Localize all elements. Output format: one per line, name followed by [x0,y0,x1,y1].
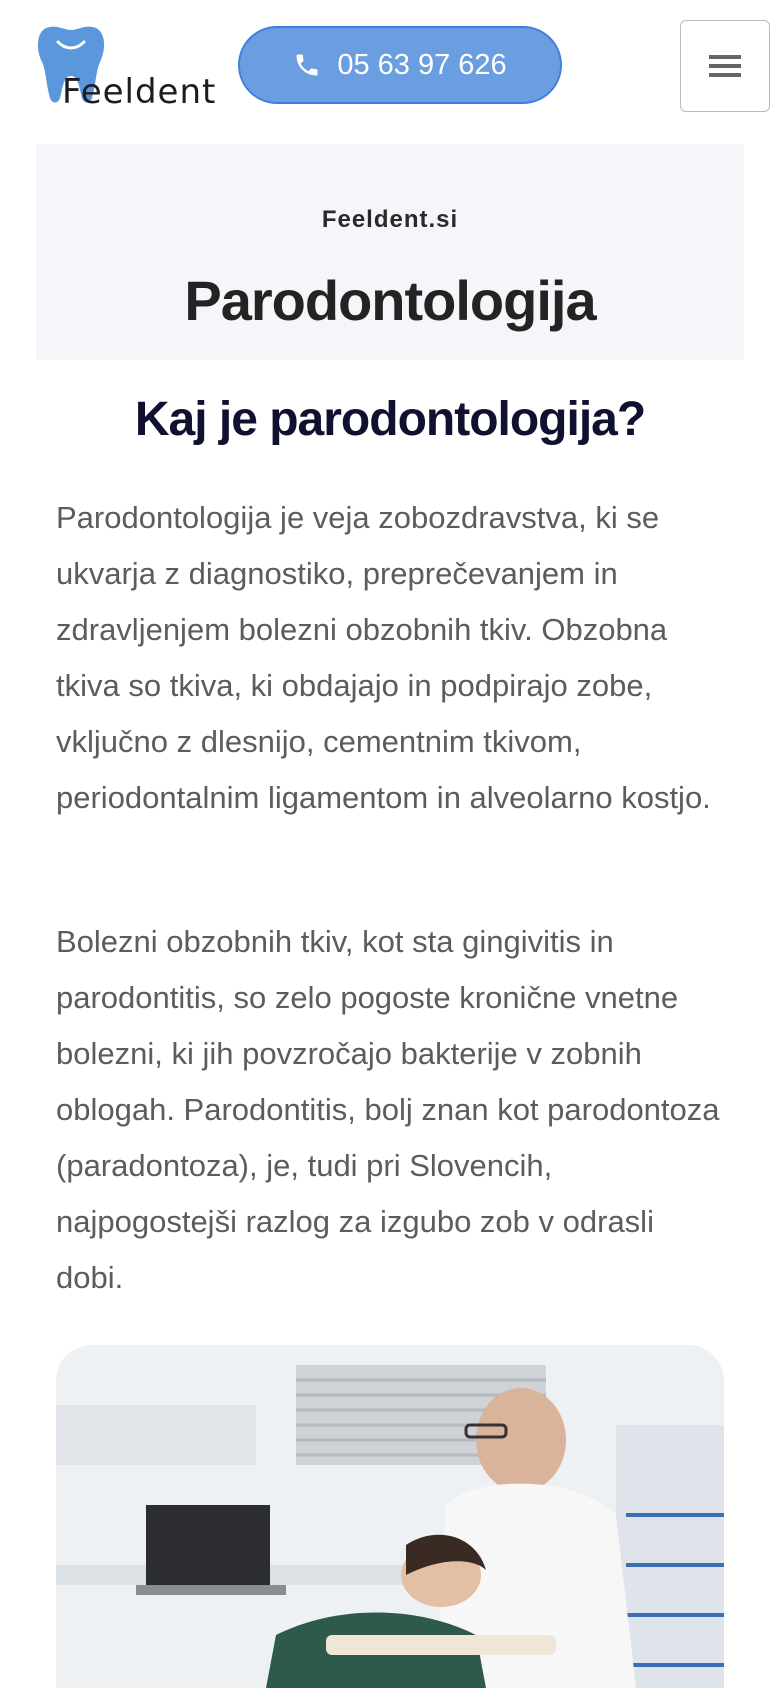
page-title: Parodontologija [184,269,596,332]
menu-toggle-button[interactable] [680,20,770,112]
site-header [0,0,780,135]
phone-number: 05 63 97 626 [337,48,507,81]
hamburger-menu-icon [709,53,741,79]
dentist-scene-illustration [56,1345,724,1688]
dentist-photo [56,1345,724,1688]
site-logo[interactable] [36,24,217,114]
section-heading: Kaj je parodontologija? [134,393,646,446]
breadcrumb-site-name: Feeldent.si [321,206,459,233]
intro-paragraph: Parodontologija je veja zobozdravstva, ki se ukvarja z diagnostiko, preprečevanjem in zdravljenjem bolezni obzobnih tkiv. Obzobna tkiva so tkiva, ki obdajajo in podpirajo zobe, vključno z dlesnijo, cementnim tkivom, periodontalnim ligamentom in alveolarno kostjo. [56,500,711,815]
call-phone-button[interactable] [238,26,562,104]
logo-text: Feeldent [62,72,217,112]
disease-paragraph: Bolezni obzobnih tkiv, kot sta gingivitis in parodontitis, so zelo pogoste kronične vnetne bolezni, ki jih povzročajo bakterije v zobnih oblogah. Parodontitis, bolj znan kot parodontoza (paradontoza), je, tudi pri Slovencih, najpogostejši razlog za izgubo zob v odrasli dobi. [56,924,720,1295]
phone-icon [293,51,321,79]
page-hero [36,144,744,360]
